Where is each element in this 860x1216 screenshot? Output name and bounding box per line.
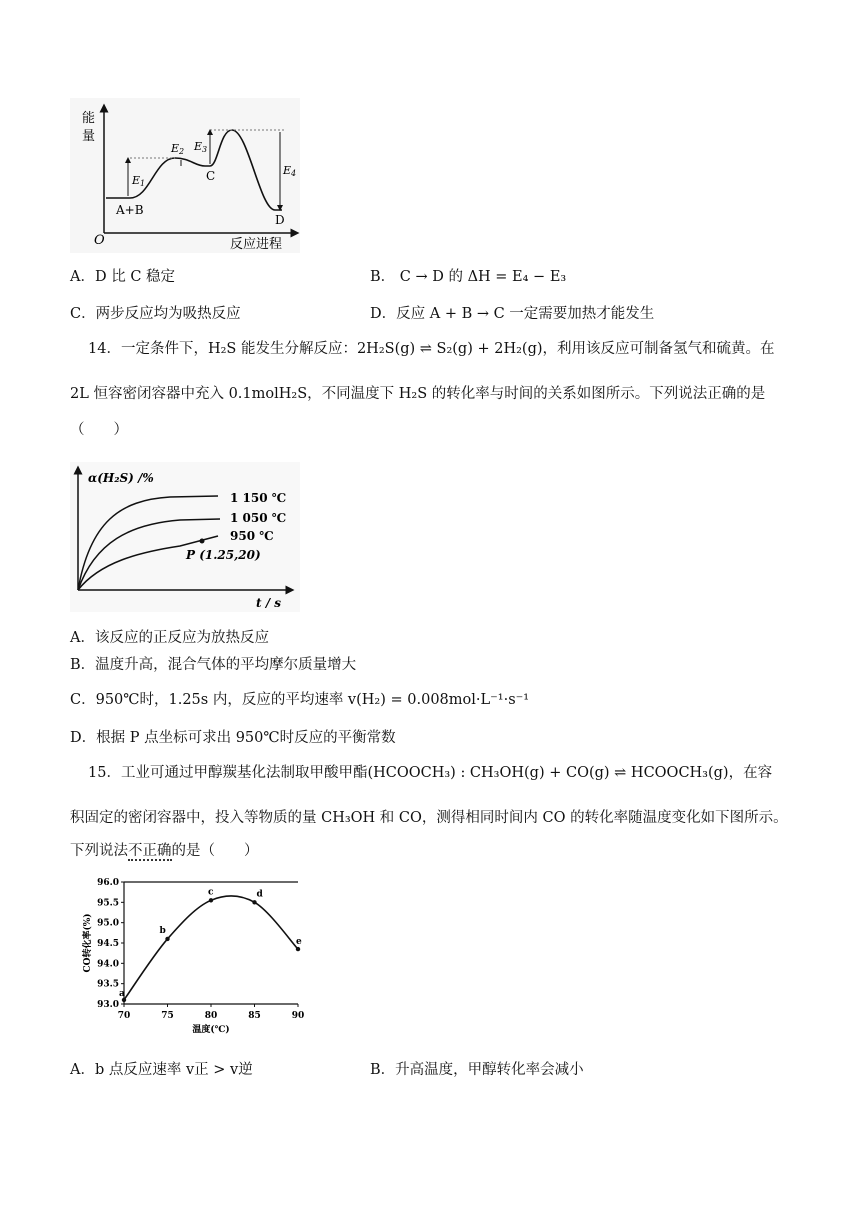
q15-stem-line1: 15．工业可通过甲醇羰基化法制取甲酸甲酯(HCOOCH₃) : CH₃OH(g) + CO(g) ⇌ HCOOCH₃(g)，在容 <box>88 765 773 781</box>
x-tick-label: 85 <box>248 1011 261 1021</box>
data-point-label-c: c <box>208 887 214 898</box>
d-label: D <box>275 213 285 227</box>
reaction-progress-label: 反应进程 <box>230 237 283 252</box>
curve-label-1050: 1 050 ℃ <box>230 511 287 525</box>
data-point-b <box>165 937 169 941</box>
co-conversion-chart <box>78 872 310 1042</box>
data-point-label-e: e <box>296 937 302 948</box>
q15-stem-line2: 积固定的密闭容器中，投入等物质的量 CH₃OH 和 CO，测得相同时间内 CO 的转化率随温度变化如下图所示。 <box>70 810 788 826</box>
y-tick-label: 93.0 <box>97 1000 119 1010</box>
data-point-label-a: a <box>119 988 125 999</box>
conversion-time-chart <box>70 462 300 612</box>
origin-label: O <box>94 233 105 248</box>
x-tick-label: 70 <box>117 1011 131 1021</box>
q14-stem-line2: 2L 恒容密闭容器中充入 0.1molH₂S，不同温度下 H₂S 的转化率与时间的关系如图所示。下列说法正确的是 <box>70 386 766 402</box>
y-tick-label: 94.5 <box>97 939 119 949</box>
q14-option-c: C．950℃时，1.25s 内，反应的平均速率 v(H₂) = 0.008mol·L⁻¹·s⁻¹ <box>70 692 530 708</box>
y-tick-label: 96.0 <box>97 878 119 888</box>
y-tick-label: 93.5 <box>97 979 119 990</box>
q13-option-c: C．两步反应均为吸热反应 <box>70 306 241 322</box>
data-point-e <box>296 947 300 951</box>
y-tick-label: 94.0 <box>97 959 119 970</box>
data-point-d <box>252 900 256 904</box>
q14-option-b: B．温度升高，混合气体的平均摩尔质量增大 <box>70 657 357 673</box>
x-axis-label: 温度(℃) <box>192 1025 230 1035</box>
q14-option-a: A．该反应的正反应为放热反应 <box>70 630 269 646</box>
data-point-label-d: d <box>256 889 263 900</box>
e1-label: E1 <box>132 174 146 188</box>
q14-answer-blank: （ ） <box>70 422 128 438</box>
q13-option-b: B． C → D 的 ΔH = E₄ − E₃ <box>370 269 567 285</box>
y-axis-label: CO转化率(%) <box>83 913 93 973</box>
curve-label-950: 950 ℃ <box>230 529 274 543</box>
e2-label: E2 <box>171 142 185 156</box>
data-point-c <box>209 898 213 902</box>
curve-label-1150: 1 150 ℃ <box>230 491 287 505</box>
co-conversion-line <box>124 896 298 1000</box>
q13-option-a: A．D 比 C 稳定 <box>70 269 176 285</box>
energy-axis-label: 能 <box>82 111 96 126</box>
e4-label: E4 <box>283 164 297 178</box>
e3-label: E3 <box>194 140 208 154</box>
energy-diagram <box>70 98 300 253</box>
q15-option-a: A．b 点反应速率 v正 > v逆 <box>70 1062 253 1078</box>
alpha-axis-label: α(H₂S) /% <box>88 471 154 485</box>
emphasis-not-correct: 不正确 <box>128 843 172 859</box>
q13-option-d: D．反应 A + B → C 一定需要加热才能发生 <box>370 306 655 322</box>
y-tick-label: 95.5 <box>97 898 119 909</box>
x-tick-label: 90 <box>291 1011 305 1021</box>
svg-text:量: 量 <box>82 129 96 144</box>
y-tick-label: 95.0 <box>97 918 119 929</box>
c-label: C <box>206 169 216 183</box>
point-p <box>200 539 205 544</box>
point-p-label: P (1.25,20) <box>186 548 261 562</box>
ab-label: A+B <box>116 203 144 217</box>
q14-option-d: D．根据 P 点坐标可求出 950℃时反应的平衡常数 <box>70 730 396 746</box>
q14-stem-line1: 14．一定条件下，H₂S 能发生分解反应：2H₂S(g) ⇌ S₂(g) + 2H₂(g)，利用该反应可制备氢气和硫黄。在 <box>88 341 775 357</box>
x-tick-label: 80 <box>204 1011 218 1021</box>
time-axis-label: t / s <box>256 596 282 610</box>
data-point-label-b: b <box>159 925 166 936</box>
q15-stem-line3: 下列说法不正确的是（ ） <box>70 843 259 859</box>
x-tick-label: 75 <box>161 1011 174 1021</box>
q15-option-b: B．升高温度，甲醇转化率会减小 <box>370 1062 584 1078</box>
